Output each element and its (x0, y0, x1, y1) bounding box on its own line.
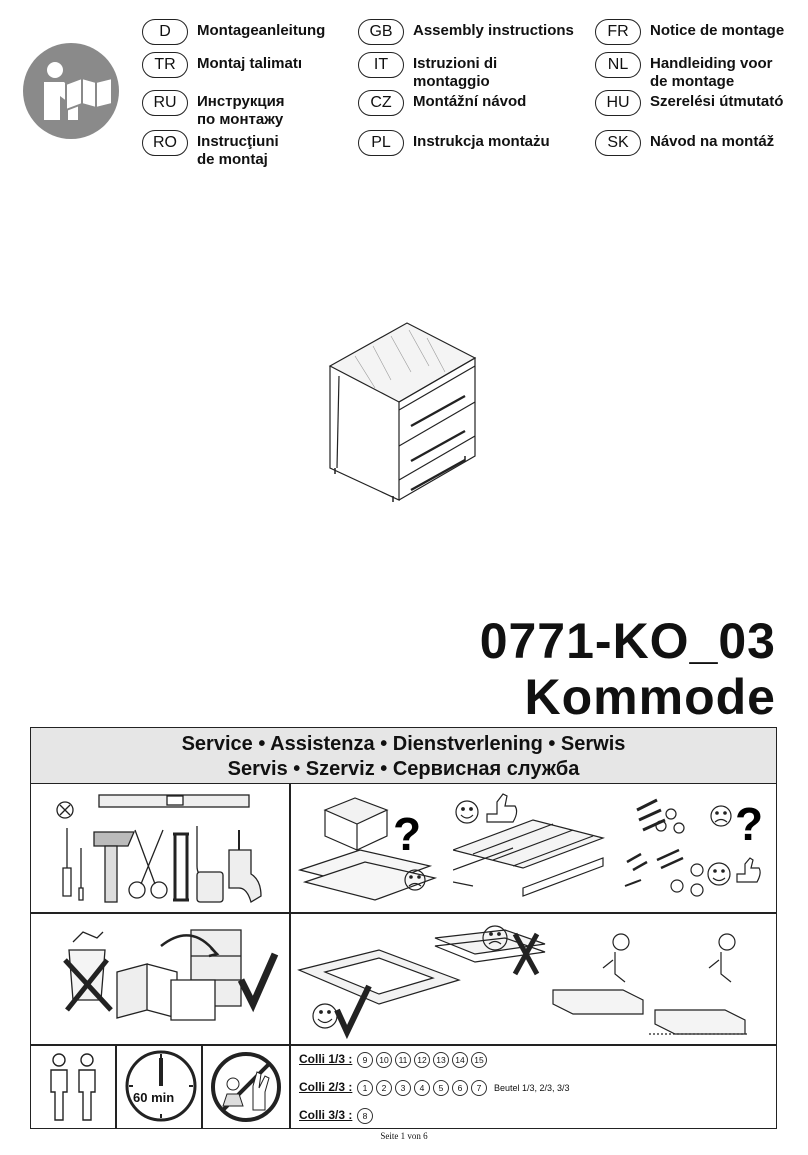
service-line-2: Servis • Szerviz • Сервисная служба (227, 758, 580, 780)
lang-code: NL (595, 52, 641, 78)
disposal-icon (51, 920, 281, 1040)
time-label: 60 min (133, 1090, 175, 1105)
colli-label: Colli 1/3 : (299, 1052, 353, 1067)
hardware-question-icon (617, 790, 773, 908)
lang-code: CZ (358, 90, 404, 116)
two-persons-icon (41, 1050, 107, 1122)
colli-row (299, 1080, 570, 1096)
product-code: 0771-KO_03 (479, 613, 776, 669)
colli-number: 9 (357, 1052, 373, 1068)
manual-reader-icon (22, 42, 120, 140)
colli-note: Beutel 1/3, 2/3, 3/3 (494, 1083, 570, 1094)
colli-label: Colli 2/3 : (299, 1080, 353, 1095)
lang-code: IT (358, 52, 404, 78)
colli-number: 8 (357, 1108, 373, 1124)
lang-code: SK (595, 130, 641, 156)
clock-icon (123, 1048, 199, 1124)
furniture-drawing (325, 318, 480, 503)
service-line-1: Service • Assistenza • Dienstverlening • Serwis (181, 733, 626, 755)
colli-number: 4 (414, 1080, 430, 1096)
lang-code: RU (142, 90, 188, 116)
lang-label: Assembly instructions (413, 22, 574, 39)
lang-label: Szerelési útmutató (650, 93, 784, 110)
colli-number: 15 (471, 1052, 487, 1068)
boxes-question-icon (295, 790, 455, 908)
lang-code: GB (358, 19, 404, 45)
lang-label: Návod na montáž (650, 133, 775, 150)
colli-number: 13 (433, 1052, 449, 1068)
lang-code: RO (142, 130, 188, 156)
colli-number: 14 (452, 1052, 468, 1068)
tools-icon (39, 790, 285, 908)
colli-row (299, 1052, 490, 1068)
lang-code: PL (358, 130, 404, 156)
colli-number: 5 (433, 1080, 449, 1096)
panels-happy-icon (453, 790, 613, 908)
lang-code: FR (595, 19, 641, 45)
colli-row (299, 1108, 376, 1124)
colli-number: 12 (414, 1052, 430, 1068)
check-mark (241, 954, 275, 1004)
svg-text:?: ? (393, 808, 422, 860)
no-children-icon (209, 1050, 283, 1124)
colli-number: 11 (395, 1052, 411, 1068)
service-header (31, 728, 776, 784)
lang-code: TR (142, 52, 188, 78)
colli-number: 6 (452, 1080, 468, 1096)
lang-label: Montážní návod (413, 93, 527, 110)
product-name: Kommode (524, 669, 776, 725)
page-number: Seite 1 von 6 (380, 1131, 428, 1141)
lang-label: Handleiding voor de montage (650, 55, 773, 90)
lang-code: HU (595, 90, 641, 116)
lang-label: Инструкция по монтажу (197, 93, 285, 128)
floor-protection-icon (295, 920, 773, 1040)
colli-number: 10 (376, 1052, 392, 1068)
lang-label: Montaj talimatı (197, 55, 303, 72)
lang-code: D (142, 19, 188, 45)
colli-number: 2 (376, 1080, 392, 1096)
lang-label: Instrucţiuni de montaj (197, 133, 279, 168)
lang-label: Montageanleitung (197, 22, 326, 39)
colli-number: 3 (395, 1080, 411, 1096)
lang-label: Istruzioni di montaggio (413, 55, 498, 90)
colli-label: Colli 3/3 : (299, 1108, 353, 1123)
svg-text:?: ? (735, 798, 764, 850)
colli-number: 1 (357, 1080, 373, 1096)
lang-label: Notice de montage (650, 22, 785, 39)
colli-number: 7 (471, 1080, 487, 1096)
lang-label: Instrukcja montażu (413, 133, 550, 150)
service-box (30, 727, 777, 1129)
